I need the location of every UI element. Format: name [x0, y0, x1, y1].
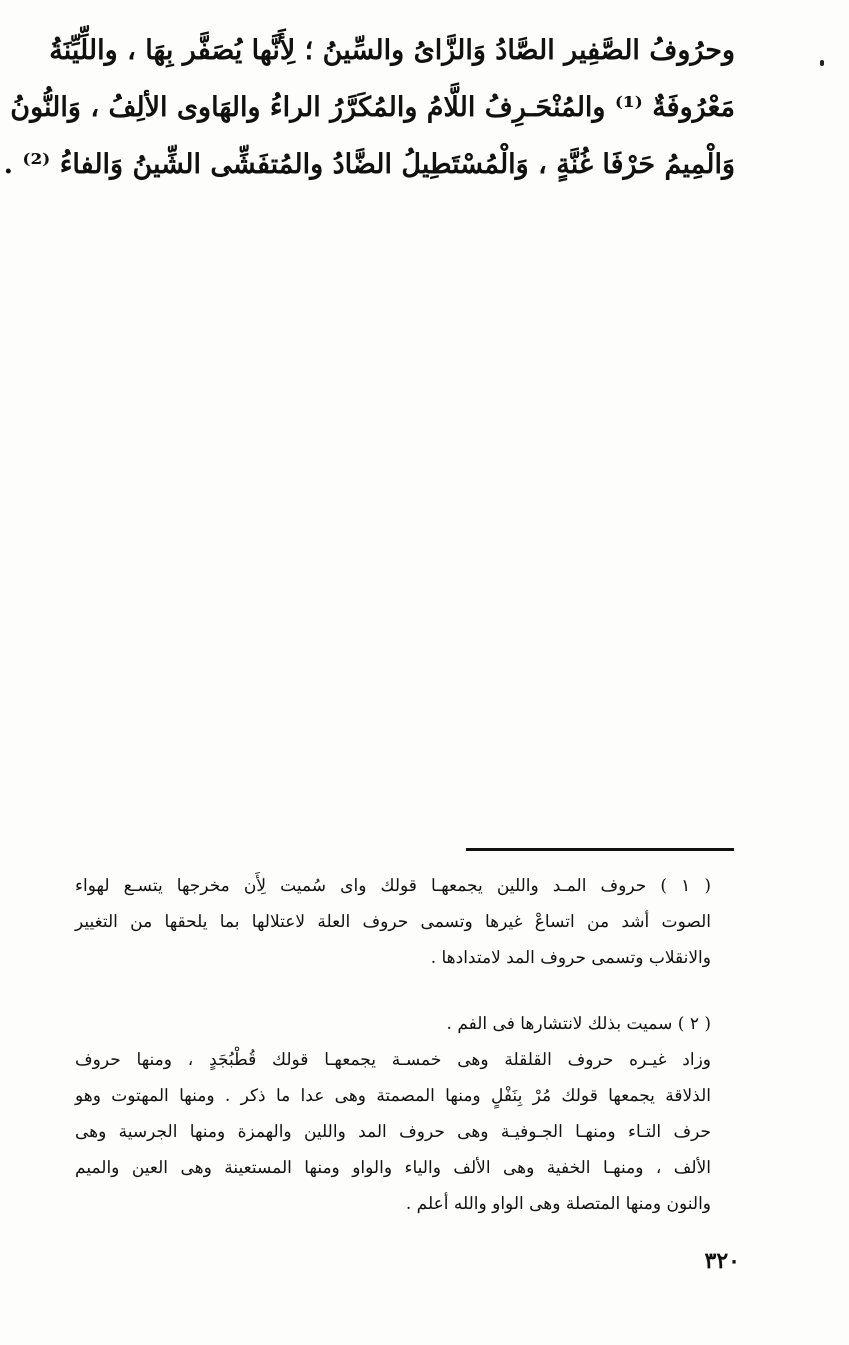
footnotes-block	[75, 868, 711, 1222]
footnote-1	[75, 868, 711, 976]
main-text-line: وحرُوفُ الصَّفِير الصَّادُ وَالزَّاىُ والسِّينُ ؛ لِأَنَّها يُصَفَّر بِهَا ، واللِّيِّنَةُ	[49, 35, 735, 66]
page-number: ٣٢٠	[704, 1248, 740, 1274]
main-text-block	[3, 22, 735, 193]
footnote-line: ( ٢ ) سميت بذلك لانتشارها فى الفم .	[446, 1014, 711, 1034]
footnote-line: حرف التـاء ومنهـا الجـوفيـة وهى حروف المد واللين والهمزة ومنها الجرسية وهى	[75, 1122, 711, 1142]
footnote-line: والانقلاب وتسمى حروف المد لامتدادها .	[430, 948, 711, 968]
main-text-line: وَالْمِيمُ حَرْفَا غُنَّةٍ ، وَالْمُسْتَطِيلُ الضَّادُ والمُتفَشِّى الشِّينُ وَالفاءُ ⁽²⁾ .	[3, 149, 735, 180]
main-text-line: مَعْرُوفَةٌ ⁽¹⁾ والمُنْحَـرِفُ اللَّامُ والمُكَرَّرُ الراءُ والهَاوى الألِفُ ، وَالنُّونُ	[10, 92, 735, 123]
footnote-line: ( ١ ) حروف المـد واللين يجمعهـا قولك واى سُميت لِأَن مخرجها يتسـع لهواء	[75, 876, 711, 896]
footnote-separator	[466, 848, 734, 851]
footnote-line: الألف ، ومنهـا الخفية وهى الألف والياء والواو ومنها المستعينة وهى العين والميم	[75, 1158, 711, 1178]
footnote-spacer	[75, 976, 711, 1006]
footnote-line: وزاد غيـره حروف القلقلة وهى خمسـة يجمعهـا قولك قُطْبُجَدٍ ، ومنها حروف	[75, 1050, 711, 1070]
footnote-2	[75, 1006, 711, 1222]
footnote-line: الصوت أشد من اتساعْ غيرها وتسمى حروف العلة لاعتلالها بما يلحقها من التغيير	[75, 912, 711, 932]
footnote-line: والنون ومنها المتصلة وهى الواو والله أعلم .	[405, 1194, 711, 1214]
footnote-line: الذلاقة يجمعها قولك مُرْ بِنَفْلٍ ومنها المصمتة وهى عدا ما ذكر . ومنها المهتوت وهو	[75, 1086, 711, 1106]
scan-speck	[820, 60, 824, 66]
